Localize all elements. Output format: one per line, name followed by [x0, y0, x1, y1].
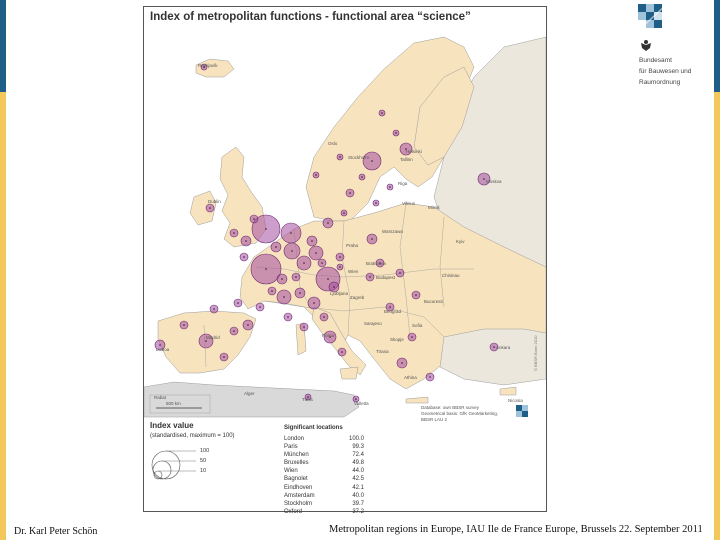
science-marker-dot: [483, 178, 485, 180]
left-accent-blue: [0, 0, 6, 92]
science-marker-dot: [265, 228, 267, 230]
location-value: 49.8: [352, 460, 364, 467]
science-marker-dot: [291, 250, 293, 252]
science-marker-dot: [209, 207, 211, 209]
city-label-sarajevo: Sarajevo: [364, 321, 382, 326]
right-accent-blue: [714, 0, 720, 92]
city-label-valletta: Valletta: [354, 401, 369, 406]
scale-bar-label: 500 km: [166, 401, 181, 406]
city-label-lisboa: Lisboa: [156, 347, 170, 352]
table-row: [284, 443, 364, 451]
science-marker-dot: [275, 246, 277, 248]
legend-subtitle: (standardised, maximum = 100): [150, 433, 235, 439]
footer-event: Metropolitan regions in Europe, IAU Ile de France Europe, Brussels 22. September 2011: [329, 524, 703, 535]
city-label-sofia: Sofia: [412, 323, 423, 328]
science-marker-dot: [339, 256, 341, 258]
science-marker-dot: [375, 202, 377, 204]
science-marker-dot: [321, 262, 323, 264]
science-marker-dot: [343, 212, 345, 214]
significant-locations-title: Significant locations: [284, 425, 343, 431]
legend-size-label: 100: [200, 448, 210, 454]
location-name: München: [284, 452, 309, 459]
city-label-zagreb: Zagreb: [350, 295, 365, 300]
city-label-ankara: Ankara: [496, 345, 511, 350]
science-marker-dot: [355, 398, 357, 400]
table-row: [284, 500, 364, 508]
location-value: 99.3: [352, 444, 364, 451]
location-name: Wien: [284, 468, 298, 475]
city-label-praha: Praha: [346, 243, 359, 248]
location-name: Stockholm: [284, 500, 313, 507]
table-row: [284, 459, 364, 467]
city-label-beograd: Beograd: [384, 309, 402, 314]
location-name: Bruxelles: [284, 460, 309, 467]
footer-author: Dr. Karl Peter Schön: [14, 526, 98, 537]
location-value: 72.4: [352, 452, 364, 459]
science-marker-dot: [243, 256, 245, 258]
city-label-bucuresti: Bucuresti: [424, 299, 443, 304]
city-label-ljubljana: Ljubljana: [330, 291, 349, 296]
science-marker-dot: [389, 186, 391, 188]
science-marker-dot: [159, 344, 161, 346]
science-marker-dot: [395, 132, 397, 134]
source-line: BBSR LAU 2: [421, 417, 448, 422]
science-marker-dot: [183, 324, 185, 326]
science-marker-dot: [361, 176, 363, 178]
city-label-nicosia: Nicosia: [508, 398, 523, 403]
city-label-skopje: Skopje: [390, 337, 404, 342]
science-marker-dot: [399, 272, 401, 274]
science-marker-dot: [493, 346, 495, 348]
location-name: Oxford: [284, 508, 303, 515]
location-value: 42.5: [352, 476, 364, 483]
science-marker-dot: [341, 351, 343, 353]
city-label-kyiv: Kyiv: [456, 239, 465, 244]
city-label-tirana: Tirana: [376, 349, 389, 354]
science-marker-dot: [327, 222, 329, 224]
science-marker-dot: [205, 340, 207, 342]
science-marker-dot: [315, 174, 317, 176]
source-note: [421, 405, 513, 423]
science-marker-dot: [315, 252, 317, 254]
city-label-helsinki: Helsinki: [406, 149, 422, 154]
location-name: Bagnolet: [284, 476, 308, 483]
table-row: [284, 492, 364, 500]
federal-eagle-icon: [640, 38, 652, 52]
city-label-bratislava: Bratislava: [366, 261, 386, 266]
agency-name: [639, 55, 691, 88]
science-marker-dot: [401, 362, 403, 364]
location-name: Amsterdam: [284, 492, 315, 499]
science-marker-dot: [223, 356, 225, 358]
science-marker-dot: [303, 326, 305, 328]
agency-line: für Bauwesen und: [639, 68, 692, 75]
location-value: 100.0: [348, 436, 364, 442]
source-line: Database: own BBSR survey: [421, 405, 480, 410]
science-marker-dot: [247, 324, 249, 326]
city-label-alger: Alger: [244, 391, 255, 396]
science-marker-dot: [213, 308, 215, 310]
copyright-note: © BBSR Bonn 2010: [533, 335, 538, 371]
location-value: 44.0: [352, 468, 364, 475]
city-label-tunis: Tunis: [302, 397, 313, 402]
science-marker-dot: [233, 330, 235, 332]
science-marker-dot: [287, 316, 289, 318]
city-label-riga: Riga: [398, 181, 408, 186]
science-marker-dot: [381, 112, 383, 114]
city-label-athina: Athina: [404, 375, 417, 380]
location-name: London: [284, 436, 305, 442]
location-name: Eindhoven: [284, 484, 313, 491]
science-marker-dot: [389, 306, 391, 308]
table-row: [284, 467, 364, 475]
city-label-reykjavik: Reykjavík: [198, 63, 218, 68]
right-accent-yellow: [714, 92, 720, 540]
legend-size-label: 10: [200, 468, 207, 474]
city-label-wien: Wien: [348, 269, 359, 274]
city-label-chisinau: Chisinau: [442, 273, 460, 278]
map-title: Index of metropolitan functions - functional area “science”: [150, 11, 471, 23]
bbsr-mini-logo-icon: [516, 405, 528, 417]
science-marker-dot: [429, 376, 431, 378]
science-marker-dot: [271, 290, 273, 292]
city-label-moskva: Moskva: [486, 179, 502, 184]
city-label-budapest: Budapest: [376, 275, 396, 280]
science-marker-dot: [259, 306, 261, 308]
city-label-madrid: Madrid: [206, 335, 220, 340]
city-label-vilnius: Vilnius: [402, 201, 416, 206]
legend-title: Index value: [150, 421, 194, 430]
table-row: [284, 451, 364, 459]
science-marker-dot: [295, 276, 297, 278]
city-label-dublin: Dublin: [208, 199, 221, 204]
city-label-rabat: Rabat: [154, 395, 167, 400]
science-marker-dot: [323, 316, 325, 318]
science-marker-dot: [233, 232, 235, 234]
science-marker-dot: [290, 232, 292, 234]
location-value: 37.2: [352, 508, 364, 515]
science-marker-dot: [411, 336, 413, 338]
table-row: [284, 484, 364, 492]
table-row: [284, 508, 364, 516]
science-marker-dot: [303, 262, 305, 264]
city-label-tallinn: Tallinn: [400, 157, 413, 162]
science-marker-dot: [237, 302, 239, 304]
source-line: Geometrical basis: GfK GeoMarketing,: [421, 411, 499, 416]
location-value: 40.0: [352, 492, 364, 499]
science-marker-dot: [339, 156, 341, 158]
left-accent-yellow: [0, 92, 6, 540]
agency-line: Raumordnung: [639, 79, 681, 86]
left-accent-bar: [0, 0, 6, 540]
location-name: Paris: [284, 444, 298, 451]
location-value: 42.1: [352, 484, 364, 491]
science-marker-dot: [415, 294, 417, 296]
legend-size-label: 50: [200, 458, 207, 464]
map-figure: [143, 6, 547, 515]
science-marker-dot: [333, 286, 335, 288]
city-label-oslo: Oslo: [328, 141, 338, 146]
science-marker-dot: [371, 160, 373, 162]
science-marker-dot: [299, 292, 301, 294]
science-marker-dot: [253, 218, 255, 220]
city-label-minsk: Minsk: [428, 205, 440, 210]
table-row: [284, 475, 364, 483]
significant-locations-table: [284, 435, 364, 516]
science-marker-dot: [281, 278, 283, 280]
science-marker-dot: [339, 266, 341, 268]
agency-line: Bundesamt: [639, 57, 672, 64]
city-label-stockholm: Stockholm: [348, 155, 370, 160]
science-marker-dot: [283, 296, 285, 298]
science-marker-dot: [327, 278, 329, 280]
city-label-roma: Roma: [322, 333, 335, 338]
science-marker-dot: [265, 268, 267, 270]
bbsr-logo-icon: [636, 2, 668, 32]
science-marker-dot: [313, 302, 315, 304]
table-row: [284, 435, 364, 443]
science-marker-dot: [349, 192, 351, 194]
right-accent-bar: [714, 0, 720, 540]
science-marker-dot: [245, 240, 247, 242]
science-marker-dot: [311, 240, 313, 242]
science-marker-dot: [371, 238, 373, 240]
location-value: 39.7: [352, 500, 364, 507]
science-marker-dot: [369, 276, 371, 278]
city-label-warszawa: Warszawa: [382, 229, 403, 234]
